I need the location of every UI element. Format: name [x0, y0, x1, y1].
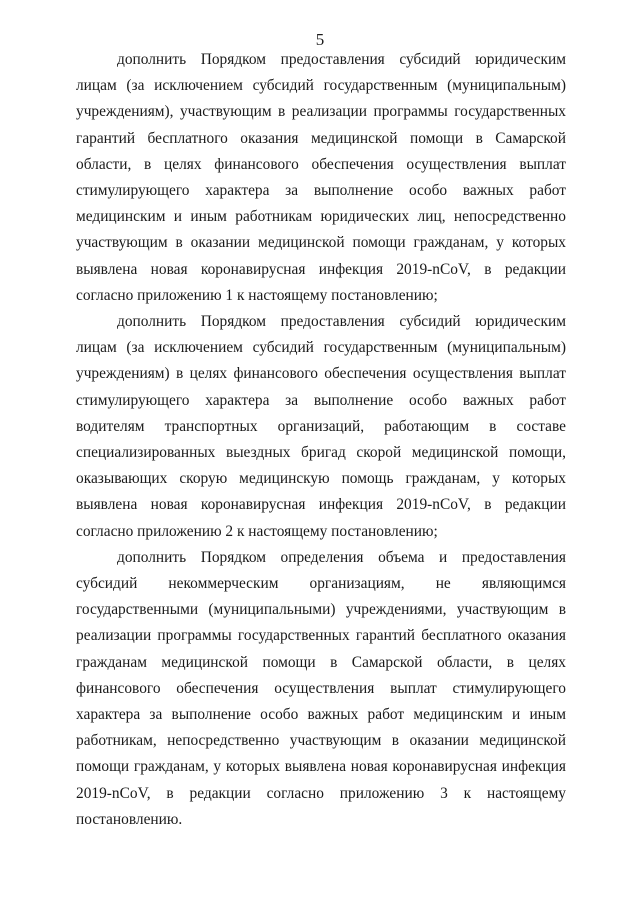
document-body	[76, 47, 566, 833]
paragraph-appendix-2: дополнить Порядком предоставления субсидий юридическим лицам (за исключением субсидий государственным (муниципальным) учреждениям) в целях финансового обеспечения осуществления выплат стимулирующего характера за выполнение особо важных работ водителям транспортных организаций, работающим в составе специализированных выездных бригад скорой медицинской помощи, оказывающих скорую медицинскую помощь гражданам, у которых выявлена новая коронавирусная инфекция 2019-nCoV, в редакции согласно приложению 2 к настоящему постановлению;	[76, 313, 566, 540]
paragraph-appendix-1: дополнить Порядком предоставления субсидий юридическим лицам (за исключением субсидий государственным (муниципальным) учреждениям), участвующим в реализации программы государственных гарантий бесплатного оказания медицинской помощи в Самарской области, в целях финансового обеспечения осуществления выплат стимулирующего характера за выполнение особо важных работ медицинским и иным работникам юридических лиц, непосредственно участвующим в оказании медицинской помощи гражданам, у которых выявлена новая коронавирусная инфекция 2019-nCoV, в редакции согласно приложению 1 к настоящему постановлению;	[76, 51, 566, 304]
page-number: 5	[315, 30, 325, 49]
paragraph-appendix-3: дополнить Порядком определения объема и предоставления субсидий некоммерческим организациям, не являющимся государственными (муниципальными) учреждениями, участвующим в реализации программы государственных гарантий бесплатного оказания гражданам медицинской помощи в Самарской области, в целях финансового обеспечения осуществления выплат стимулирующего характера за выполнение особо важных работ медицинским и иным работникам, непосредственно участвующим в оказании медицинской помощи гражданам, у которых выявлена новая коронавирусная инфекция 2019-nCoV, в редакции согласно приложению 3 к настоящему постановлению.	[76, 548, 566, 828]
